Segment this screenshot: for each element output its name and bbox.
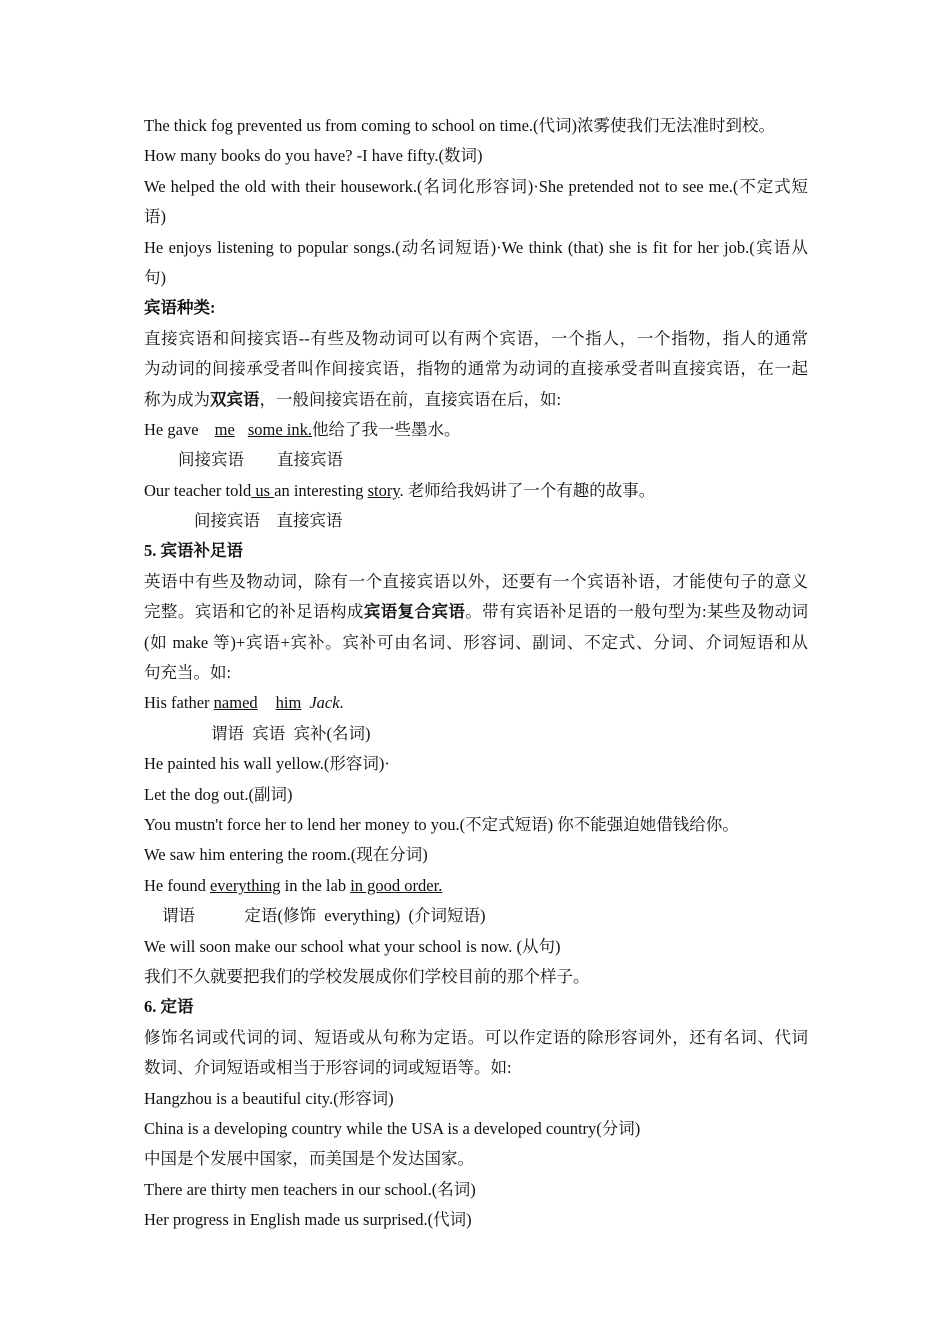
paragraph-line: 为动词的间接承受者叫作间接宾语，指物的通常为动词的直接承受者叫直接宾语，在一起 [144,359,808,379]
bold-term: 双宾语 [210,389,260,409]
annotation-line: 间接宾语 直接宾语 [194,511,343,531]
example-line: 语) [144,207,166,227]
paragraph-line: 直接宾语和间接宾语--有些及物动词可以有两个宾语，一个指人，一个指物，指人的通常 [144,328,808,348]
example-line: 句) [144,267,166,287]
text-span: in the lab [280,875,351,895]
example-line [144,476,808,506]
text-span: 完整。宾语和它的补足语构成 [144,602,364,622]
section-heading: 6. 定语 [144,997,194,1017]
paragraph-line: 英语中有些及物动词，除有一个直接宾语以外，还要有一个宾语补语，才能使句子的意义 [144,571,808,591]
object: everything [209,875,281,895]
object: him [275,693,302,713]
indirect-object: me [214,419,235,439]
document-body [144,111,808,1235]
example-line: How many books do you have? -I have fifty.(数词) [144,146,483,166]
complement: Jack [309,693,340,713]
complement: in good order. [350,875,443,895]
paragraph-line: 数词、介词短语或相当于形容词的词或短语等。如: [144,1058,512,1078]
indirect-object: us [251,480,275,500]
text-span: He found [144,875,210,895]
example-line: Her progress in English made us surprised.(代词) [144,1210,472,1230]
annotation-line: 间接宾语 直接宾语 [178,450,343,470]
text-span: an interesting [274,480,368,500]
paragraph-line: 句充当。如: [144,663,232,683]
example-line: We will soon make our school what your school is now. (从句) [144,936,561,956]
example-line: You mustn't force her to lend her money to you.(不定式短语) 你不能强迫她借钱给你。 [144,814,739,834]
paragraph-line [144,597,808,627]
direct-object: story [367,480,400,500]
annotation-line: 谓语 宾语 宾补(名词) [211,723,371,743]
example-line [144,871,808,901]
verb: named [213,693,258,713]
example-line [144,415,808,445]
section-heading: 宾语种类: [144,298,216,318]
example-line: He enjoys listening to popular songs.(动名词短语)·We think (that) she is fit for her job.(宾语从 [144,237,808,257]
example-line: We saw him entering the room.(现在分词) [144,845,428,865]
paragraph-line [144,385,808,415]
example-line: He painted his wall yellow.(形容词)· [144,754,390,774]
text-span: . 老师给我妈讲了一个有趣的故事。 [399,480,656,500]
text-span: Our teacher told [144,480,252,500]
example-line: We helped the old with their housework.(名词化形容词)·She pretended not to see me.(不定式短 [144,176,808,196]
text-span: 。带有宾语补足语的一般句型为:某些及物动词 [465,602,809,622]
annotation-line: 谓语 定语(修饰 everything) (介词短语) [162,906,486,926]
section-heading: 5. 宾语补足语 [144,541,243,561]
example-line: 中国是个发展中国家，而美国是个发达国家。 [144,1149,474,1169]
paragraph-line: (如 make 等)+宾语+宾补。宾补可由名词、形容词、副词、不定式、分词、介词短语和从 [144,632,808,652]
text-span: 他给了我一些墨水。 [311,419,461,439]
direct-object: some ink. [247,419,312,439]
example-line: The thick fog prevented us from coming to school on time.(代词)浓雾使我们无法准时到校。 [144,116,776,135]
text-span: He gave [144,419,203,439]
example-line: There are thirty men teachers in our school.(名词) [144,1179,476,1199]
example-line: Let the dog out.(副词) [144,784,293,804]
example-line: China is a developing country while the USA is a developed country(分词) [144,1118,641,1138]
example-line: Hangzhou is a beautiful city.(形容词) [144,1088,394,1108]
text-span: 称为成为 [144,389,210,409]
example-line: 我们不久就要把我们的学校发展成你们学校目前的那个样子。 [144,966,590,986]
text-span: His father [144,693,214,713]
bold-term: 宾语复合宾语 [363,602,466,622]
example-line [144,688,808,718]
text-span: ，一般间接宾语在前，直接宾语在后，如: [259,389,562,409]
paragraph-line: 修饰名词或代词的词、短语或从句称为定语。可以作定语的除形容词外，还有名词、代词 [144,1027,808,1047]
text-span: . [339,693,344,713]
